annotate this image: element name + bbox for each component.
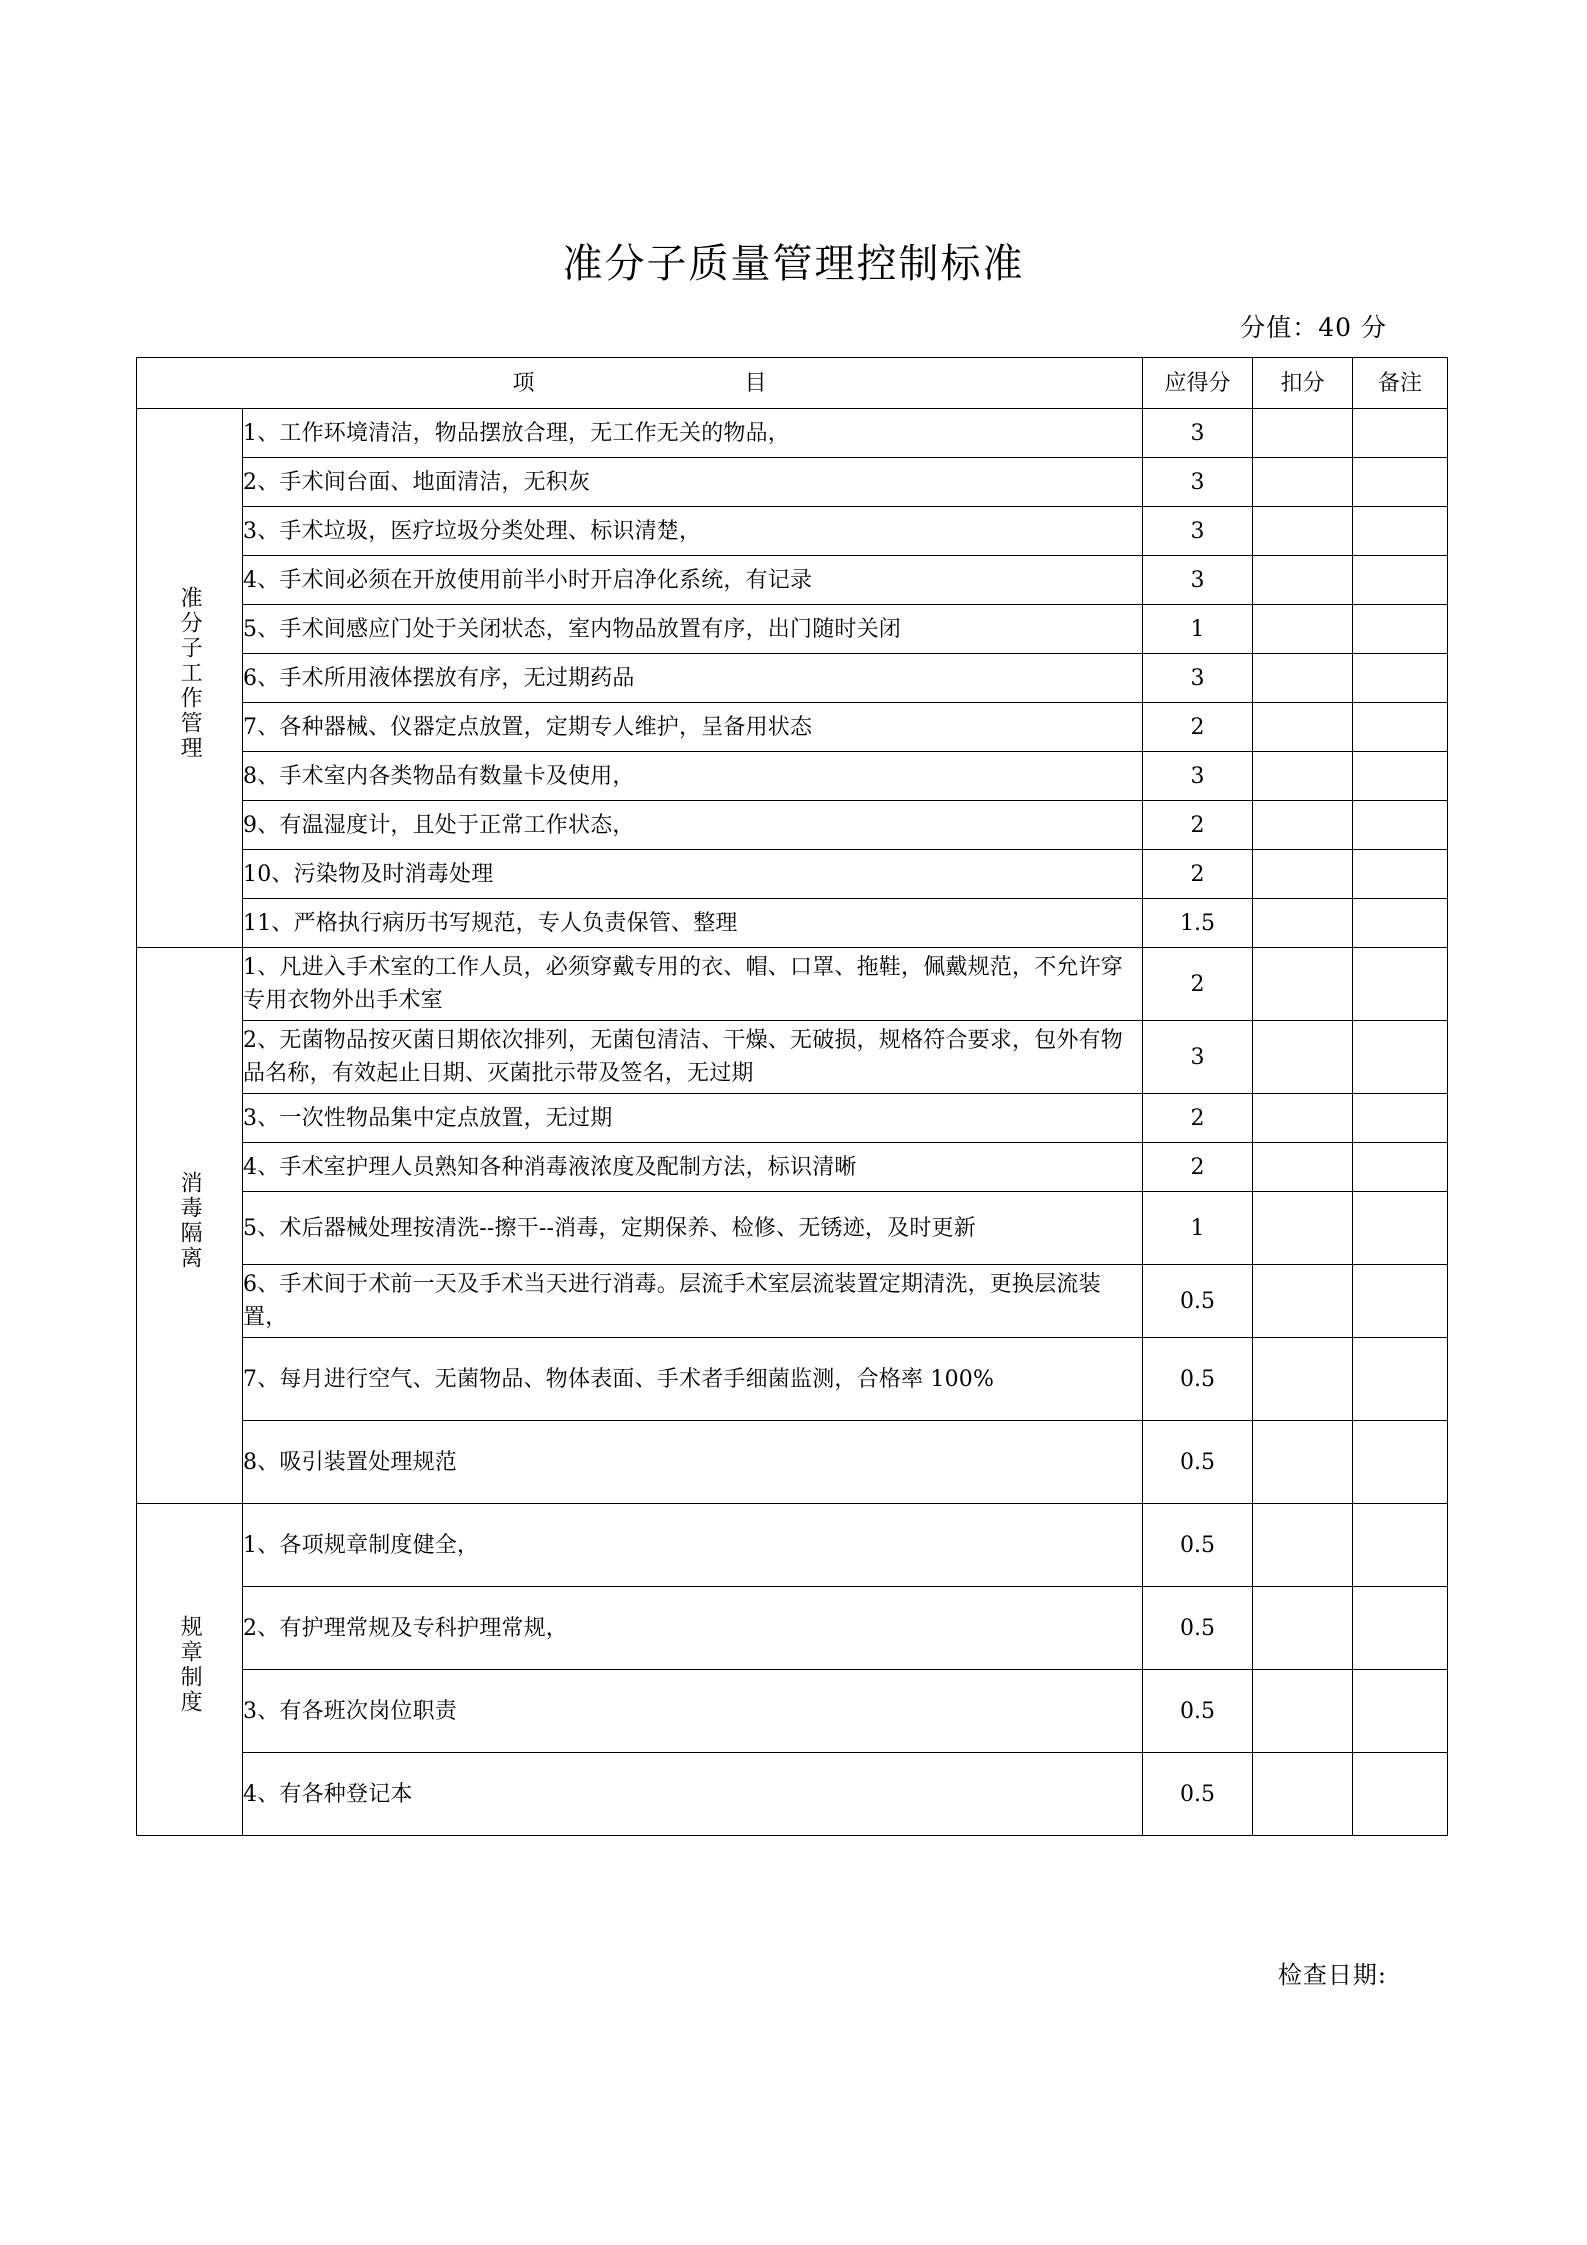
table-row [137,1587,1448,1670]
note-cell[interactable] [1353,1265,1448,1338]
note-cell[interactable] [1353,703,1448,752]
note-cell[interactable] [1353,899,1448,948]
table-row [137,1421,1448,1504]
deduction-cell[interactable] [1253,850,1353,899]
item-text: 2、手术间台面、地面清洁，无积灰 [243,458,1143,507]
score-value: 3 [1143,507,1253,556]
item-text: 1、凡进入手术室的工作人员，必须穿戴专用的衣、帽、口罩、拖鞋，佩戴规范，不允许穿专用衣物外出手术室 [243,948,1143,1021]
inspection-date-label: 检查日期: [1277,1961,1387,1989]
note-cell[interactable] [1353,801,1448,850]
note-cell[interactable] [1353,1670,1448,1753]
category-cell-1 [137,948,243,1504]
table-row [137,1265,1448,1338]
table-row [137,899,1448,948]
category-cell-2 [137,1504,243,1836]
note-cell[interactable] [1353,1192,1448,1265]
deduction-cell[interactable] [1253,1504,1353,1587]
item-text: 3、有各班次岗位职责 [243,1670,1143,1753]
note-cell[interactable] [1353,458,1448,507]
deduction-cell[interactable] [1253,752,1353,801]
item-text: 4、手术间必须在开放使用前半小时开启净化系统，有记录 [243,556,1143,605]
score-value: 1 [1143,605,1253,654]
score-value: 0.5 [1143,1265,1253,1338]
table-row [137,458,1448,507]
score-value: 2 [1143,801,1253,850]
total-score-label: 分值：40 分 [1240,313,1387,342]
deduction-cell[interactable] [1253,409,1353,458]
header-deduction: 扣分 [1253,358,1353,409]
score-value: 2 [1143,850,1253,899]
header-note: 备注 [1353,358,1448,409]
deduction-cell[interactable] [1253,1192,1353,1265]
item-text: 3、一次性物品集中定点放置，无过期 [243,1094,1143,1143]
header-item-left: 项 [512,370,535,396]
item-text: 1、工作环境清洁，物品摆放合理，无工作无关的物品， [243,409,1143,458]
score-value: 1 [1143,1192,1253,1265]
table-body [137,409,1448,1836]
table-row [137,1670,1448,1753]
item-text: 3、手术垃圾，医疗垃圾分类处理、标识清楚， [243,507,1143,556]
score-value: 3 [1143,654,1253,703]
table-row [137,556,1448,605]
deduction-cell[interactable] [1253,605,1353,654]
note-cell[interactable] [1353,752,1448,801]
category-label: 消毒隔离 [177,1170,203,1271]
category-label: 准分子工作管理 [177,585,203,761]
item-text: 6、手术所用液体摆放有序，无过期药品 [243,654,1143,703]
score-value: 0.5 [1143,1587,1253,1670]
note-cell[interactable] [1353,1587,1448,1670]
score-value: 2 [1143,1094,1253,1143]
deduction-cell[interactable] [1253,1421,1353,1504]
item-text: 8、手术室内各类物品有数量卡及使用， [243,752,1143,801]
deduction-cell[interactable] [1253,801,1353,850]
deduction-cell[interactable] [1253,654,1353,703]
item-text: 4、手术室护理人员熟知各种消毒液浓度及配制方法，标识清晰 [243,1143,1143,1192]
score-value: 0.5 [1143,1338,1253,1421]
score-value: 1.5 [1143,899,1253,948]
score-value: 3 [1143,752,1253,801]
note-cell[interactable] [1353,948,1448,1021]
note-cell[interactable] [1353,507,1448,556]
deduction-cell[interactable] [1253,948,1353,1021]
table-row [137,850,1448,899]
score-value: 2 [1143,1143,1253,1192]
item-text: 5、术后器械处理按清洗--擦干--消毒，定期保养、检修、无锈迹，及时更新 [243,1192,1143,1265]
table-row [137,1504,1448,1587]
score-value: 0.5 [1143,1753,1253,1836]
note-cell[interactable] [1353,605,1448,654]
item-text: 8、吸引装置处理规范 [243,1421,1143,1504]
deduction-cell[interactable] [1253,1587,1353,1670]
note-cell[interactable] [1353,654,1448,703]
deduction-cell[interactable] [1253,703,1353,752]
score-value: 0.5 [1143,1421,1253,1504]
table-header [137,358,1448,409]
table-row [137,409,1448,458]
header-item [137,358,1143,409]
deduction-cell[interactable] [1253,1265,1353,1338]
score-value: 2 [1143,703,1253,752]
item-text: 5、手术间感应门处于关闭状态，室内物品放置有序，出门随时关闭 [243,605,1143,654]
deduction-cell[interactable] [1253,556,1353,605]
item-text: 2、无菌物品按灭菌日期依次排列，无菌包清洁、干燥、无破损，规格符合要求，包外有物品名称，有效起止日期、灭菌批示带及签名，无过期 [243,1021,1143,1094]
item-text: 9、有温湿度计，且处于正常工作状态， [243,801,1143,850]
note-cell[interactable] [1353,1504,1448,1587]
deduction-cell[interactable] [1253,1670,1353,1753]
item-text: 6、手术间于术前一天及手术当天进行消毒。层流手术室层流装置定期清洗，更换层流装置， [243,1265,1143,1338]
table-row [137,1338,1448,1421]
table-row [137,507,1448,556]
score-value: 3 [1143,1021,1253,1094]
table-row [137,948,1448,1021]
note-cell[interactable] [1353,850,1448,899]
item-text: 2、有护理常规及专科护理常规， [243,1587,1143,1670]
item-text: 1、各项规章制度健全， [243,1504,1143,1587]
score-value: 0.5 [1143,1670,1253,1753]
header-score: 应得分 [1143,358,1253,409]
note-cell[interactable] [1353,1094,1448,1143]
item-text: 11、严格执行病历书写规范，专人负责保管、整理 [243,899,1143,948]
score-value: 0.5 [1143,1504,1253,1587]
score-value: 3 [1143,556,1253,605]
table-row [137,752,1448,801]
page-title: 准分子质量管理控制标准 [562,241,1025,287]
table-row [137,1192,1448,1265]
note-cell[interactable] [1353,1421,1448,1504]
note-cell[interactable] [1353,409,1448,458]
note-cell[interactable] [1353,1753,1448,1836]
item-text: 10、污染物及时消毒处理 [243,850,1143,899]
header-item-right: 目 [744,370,767,396]
table-row [137,605,1448,654]
deduction-cell[interactable] [1253,1094,1353,1143]
score-value: 3 [1143,409,1253,458]
deduction-cell[interactable] [1253,1143,1353,1192]
category-label: 规章制度 [177,1614,203,1715]
item-text: 4、有各种登记本 [243,1753,1143,1836]
table-row [137,1143,1448,1192]
table-row [137,1094,1448,1143]
table-row [137,1753,1448,1836]
item-text: 7、各种器械、仪器定点放置，定期专人维护，呈备用状态 [243,703,1143,752]
deduction-cell[interactable] [1253,1753,1353,1836]
category-cell-0 [137,409,243,948]
deduction-cell[interactable] [1253,1021,1353,1094]
deduction-cell[interactable] [1253,899,1353,948]
table-row [137,654,1448,703]
item-text: 7、每月进行空气、无菌物品、物体表面、手术者手细菌监测，合格率 100% [243,1338,1143,1421]
table-row [137,703,1448,752]
table-row [137,801,1448,850]
deduction-cell[interactable] [1253,1338,1353,1421]
score-value: 3 [1143,458,1253,507]
note-cell[interactable] [1353,1143,1448,1192]
deduction-cell[interactable] [1253,458,1353,507]
note-cell[interactable] [1353,1338,1448,1421]
note-cell[interactable] [1353,556,1448,605]
quality-control-table [136,357,1448,1836]
score-value: 2 [1143,948,1253,1021]
note-cell[interactable] [1353,1021,1448,1094]
table-header-row [137,358,1448,409]
deduction-cell[interactable] [1253,507,1353,556]
table-row [137,1021,1448,1094]
